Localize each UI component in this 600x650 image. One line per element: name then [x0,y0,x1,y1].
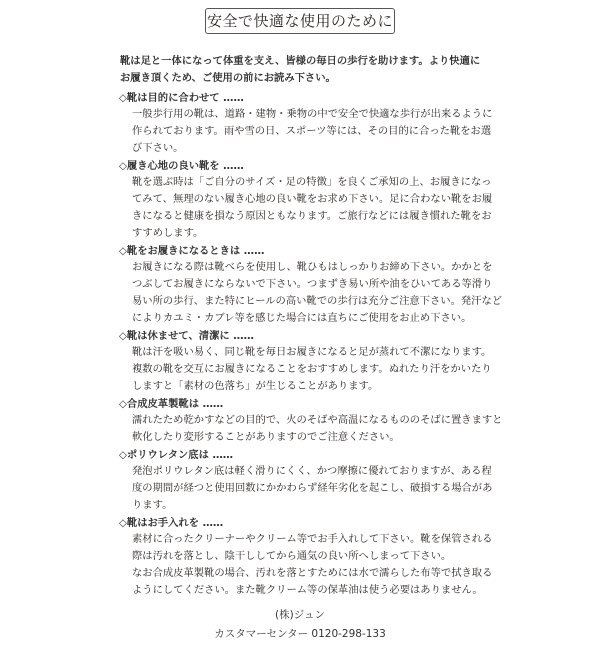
section [119,90,589,157]
body-line: ようにしてください。また靴クリーム等の保革油は使う必要はありません。 [132,584,483,596]
body-line: ります。 [132,499,173,511]
body-line: 靴を選ぶ時は「ご自分のサイズ・足の特徴」を良くご承知の上、お履きになっ [132,176,492,188]
body-line: 濡れたため乾かすなどの目的で、火のそばや高温になるもののそばに置きますと [132,414,503,426]
body-line: しますと「素材の色落ち」が生じることがあります。 [132,380,379,392]
section-body [132,259,589,327]
section-heading: ◇ポリウレタン底は …… [119,449,234,461]
body-line: 際は汚れを落とし、陰干ししてから通気の良い所へしまって下さい。 [132,550,452,562]
section [119,328,589,395]
body-line: なお合成皮革製靴の場合、汚れを落とすためには水で濡らした布等で拭き取る [132,567,493,579]
body-line: きになると健康を損なう原因ともなります。ご旅行などには履き慣れた靴をお [132,210,492,222]
body-line: によりカユミ・カブレ等を感じた場合には直ちにご使用をお止め下さい。 [132,312,472,324]
body-line: 軟化したり変形することがありますのでご注意ください。 [132,431,400,443]
customer-center-contact: カスタマーセンター 0120-298-133 [214,628,386,640]
company-name: (株)ジュン [275,609,325,621]
body-line: 度の期間が経つと使用回数にかかわらず経年劣化を起こし、破損する場合があ [132,482,493,494]
section-heading: ◇靴は休ませて、清潔に …… [119,330,254,342]
section-body [132,174,589,242]
intro-line: 靴は足と一体になって体重を支え、皆様の毎日の歩行を助けます。より快適に [120,55,481,67]
page-title: 安全で快適な使用のために [205,8,395,34]
section [119,243,589,327]
body-line: てみて、無理のない履き心地の良い靴をお求め下さい。足に合わない靴をお履 [132,193,493,205]
section [119,447,589,514]
section [119,515,589,599]
body-line: すすめします。 [132,227,204,239]
section [119,396,589,446]
sections [119,90,589,600]
section-heading: ◇履き心地の良い靴を …… [119,160,244,172]
section-body [132,106,589,157]
section-body [132,531,589,599]
intro-line: お履き頂くため、ご使用の前にお読み下さい。 [120,72,336,84]
section-heading: ◇靴をお履きになるときは …… [119,245,265,257]
section-heading: ◇靴は目的に合わせて …… [119,92,244,104]
body-line: 複数の靴を交互にお履きになることをおすすめします。ぬれたり汗をかいたり [132,363,492,375]
body-line: び下さい。 [132,142,184,154]
section-body [132,463,589,514]
section [119,158,589,242]
body-line: 一般歩行用の靴は、道路・建物・乗物の中で安全で快適な歩行が出来るように [132,108,493,120]
section-body [132,412,589,446]
body-line: 作られております。雨や雪の日、スポーツ等には、その目的に合った靴をお選 [132,125,492,137]
intro-paragraph [120,52,480,86]
section-heading: ◇合成皮革製靴は …… [119,398,224,410]
body-line: 素材に合ったクリーナーやクリーム等でお手入れして下さい。靴を保管される [132,533,493,545]
body-line: つぶしてお履きにならないで下さい。つまずき易い所や油をひいてある等滑り [132,278,493,290]
section-body [132,344,589,395]
body-line: 靴は汗を吸い易く、同じ靴を毎日お履きになると足が蒸れて不潔になります。 [132,346,492,358]
section-heading: ◇靴はお手入れを …… [119,517,224,529]
body-line: 発泡ポリウレタン底は軽く滑りにくく、かつ摩擦に優れておりますが、ある程 [132,465,492,477]
body-line: 易い所の歩行、また特にヒールの高い靴での歩行は充分ご注意下さい。発汗など [132,295,503,307]
footer [0,606,600,644]
body-line: お履きになる際は靴べらを使用し、靴ひもはしっかりお締め下さい。かかとを [132,261,493,273]
